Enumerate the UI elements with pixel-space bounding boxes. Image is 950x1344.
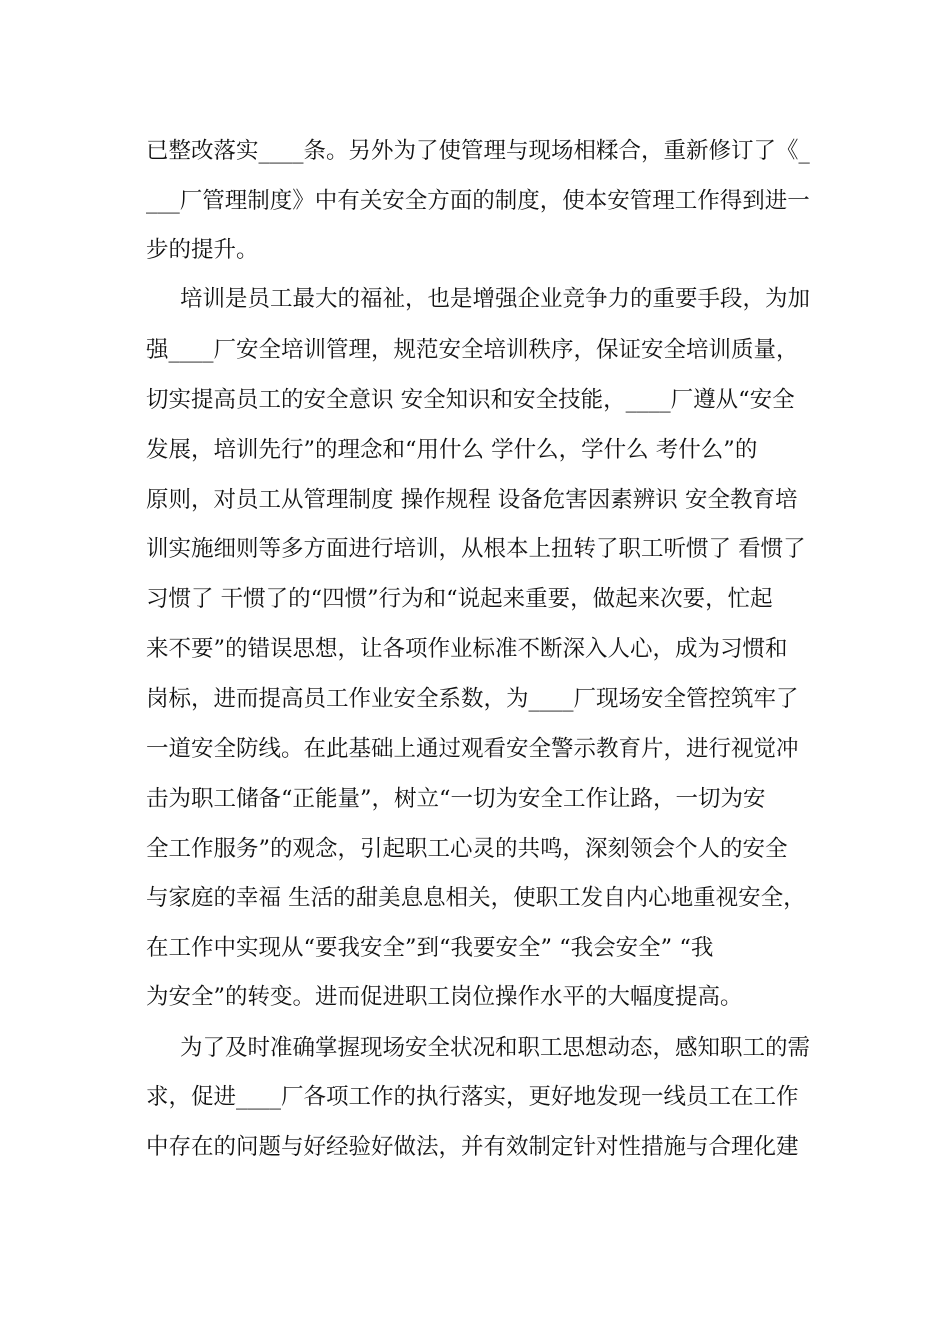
text-line: 求，促进____厂各项工作的执行落实，更好地发现一线员工在工作 <box>146 1084 799 1110</box>
text-line: 在工作中实现从“要我安全”到“我要安全” “我会安全” “我 <box>146 935 714 961</box>
text-line: 与家庭的幸福 生活的甜美息息相关，使职工发自内心地重视安全， <box>146 885 806 911</box>
text-line: 步的提升。 <box>146 237 259 263</box>
text-line: 训实施细则等多方面进行培训，从根本上扭转了职工听惯了 看惯了 <box>146 536 806 562</box>
text-line: 一道安全防线。在此基础上通过观看安全警示教育片，进行视觉冲 <box>146 736 799 762</box>
text-line: 中存在的问题与好经验好做法，并有效制定针对性措施与合理化建 <box>146 1134 799 1160</box>
text-line: 习惯了 干惯了的“四惯”行为和“说起来重要，做起来次要，忙起 <box>146 586 773 612</box>
text-line: 岗标，进而提高员工作业安全系数，为____厂现场安全管控筑牢了 <box>146 686 799 712</box>
paragraph-start-line: 培训是员工最大的福祉，也是增强企业竞争力的重要手段，为加 <box>180 286 811 312</box>
paragraph-start-line: 为了及时准确掌握现场安全状况和职工思想动态，感知职工的需 <box>180 1035 811 1061</box>
text-line: 已整改落实____条。另外为了使管理与现场相糅合，重新修订了《_ <box>146 138 810 164</box>
text-line: 来不要”的错误思想，让各项作业标准不断深入人心，成为习惯和 <box>146 636 788 662</box>
text-line: 发展，培训先行”的理念和“用什么 学什么，学什么 考什么”的 <box>146 437 758 463</box>
text-line: 全工作服务”的观念，引起职工心灵的共鸣，深刻领会个人的安全 <box>146 836 788 862</box>
text-line: 强____厂安全培训管理，规范安全培训秩序，保证安全培训质量， <box>146 337 799 363</box>
text-line: 切实提高员工的安全意识 安全知识和安全技能，____厂遵从“安全 <box>146 387 795 413</box>
text-line: 原则，对员工从管理制度 操作规程 设备危害因素辨识 安全教育培 <box>146 487 798 513</box>
text-line: 为安全”的转变。进而促进职工岗位操作水平的大幅度提高。 <box>146 984 743 1010</box>
text-line: ___厂管理制度》中有关安全方面的制度，使本安管理工作得到进一 <box>146 188 810 214</box>
text-line: 击为职工储备“正能量”，树立“一切为安全工作让路，一切为安 <box>146 786 766 812</box>
